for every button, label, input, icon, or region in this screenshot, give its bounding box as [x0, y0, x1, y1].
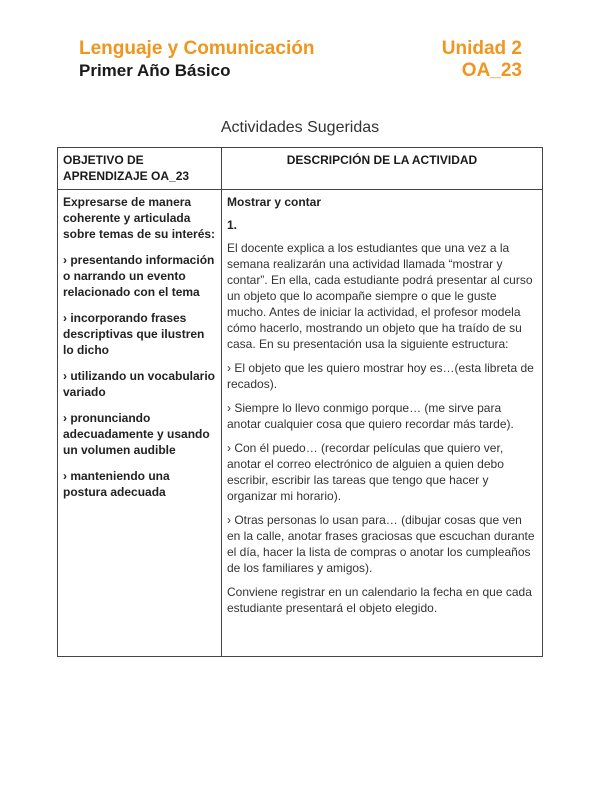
oa-code-label: OA_23	[461, 60, 522, 81]
activity-paragraph: › Otras personas lo usan para… (dibujar cosas que ven en la calle, anotar frases graciosas que escuchan durante el día, hacer la lista de compras o anotar los cumpleaños de los familiares y amigos).	[227, 513, 535, 575]
description-column-header: DESCRIPCIÓN DE LA ACTIVIDAD	[222, 148, 543, 190]
unit-label: Unidad 2	[441, 38, 522, 59]
section-title: Actividades Sugeridas	[220, 119, 380, 136]
grade-label: Primer Año Básico	[79, 61, 231, 80]
activity-paragraph: El docente explica a los estudiantes que una vez a la semana realizarán una actividad llamada “mostrar y contar”. En ella, cada estudiante podrá presentar al curso un objeto que lo acompañe siempre o que le guste mucho. Antes de iniciar la actividad, el profesor modela cómo hacerlo, mostrando un objeto que ha traído de su casa. En su presentación usa la siguiente estructura:	[227, 241, 533, 351]
header-top-row	[79, 37, 522, 60]
activity-number: 1.	[227, 218, 238, 232]
objective-item: › manteniendo una postura adecuada	[63, 469, 170, 499]
activity-paragraph: › Siempre lo llevo conmigo porque… (me sirve para anotar cualquier cosa que quiero recordar más tarde).	[227, 401, 514, 431]
activity-title: Mostrar y contar	[227, 195, 322, 209]
document-header	[79, 37, 522, 82]
objective-item: › incorporando frases descriptivas que ilustren lo dicho	[63, 311, 205, 357]
objective-item: › utilizando un vocabulario variado	[63, 369, 216, 399]
objective-intro: Expresarse de manera coherente y articulada sobre temas de su interés:	[63, 195, 216, 241]
header-bottom-row	[79, 60, 522, 82]
objective-item: › presentando información o narrando un evento relacionado con el tema	[63, 253, 215, 299]
activity-paragraph: › El objeto que les quiero mostrar hoy es…(esta libreta de recados).	[227, 361, 534, 391]
subject-title: Lenguaje y Comunicación	[79, 38, 315, 59]
objective-cell	[58, 190, 222, 657]
table-header-row	[58, 148, 543, 190]
activity-paragraph: › Con él puedo… (recordar películas que quiero ver, anotar el correo electrónico de alguien a quien debo escribir, escribir las tareas que tengo que hacer y organizar mi horario).	[227, 441, 504, 503]
objective-item: › pronunciando adecuadamente y usando un volumen audible	[63, 411, 210, 457]
table-row	[58, 190, 543, 657]
description-cell	[222, 190, 543, 657]
objective-column-header: OBJETIVO DE APRENDIZAJE OA_23	[58, 148, 222, 190]
activities-table	[57, 147, 543, 657]
activity-paragraph: Conviene registrar en un calendario la fecha en que cada estudiante presentará el objeto elegido.	[227, 585, 532, 615]
